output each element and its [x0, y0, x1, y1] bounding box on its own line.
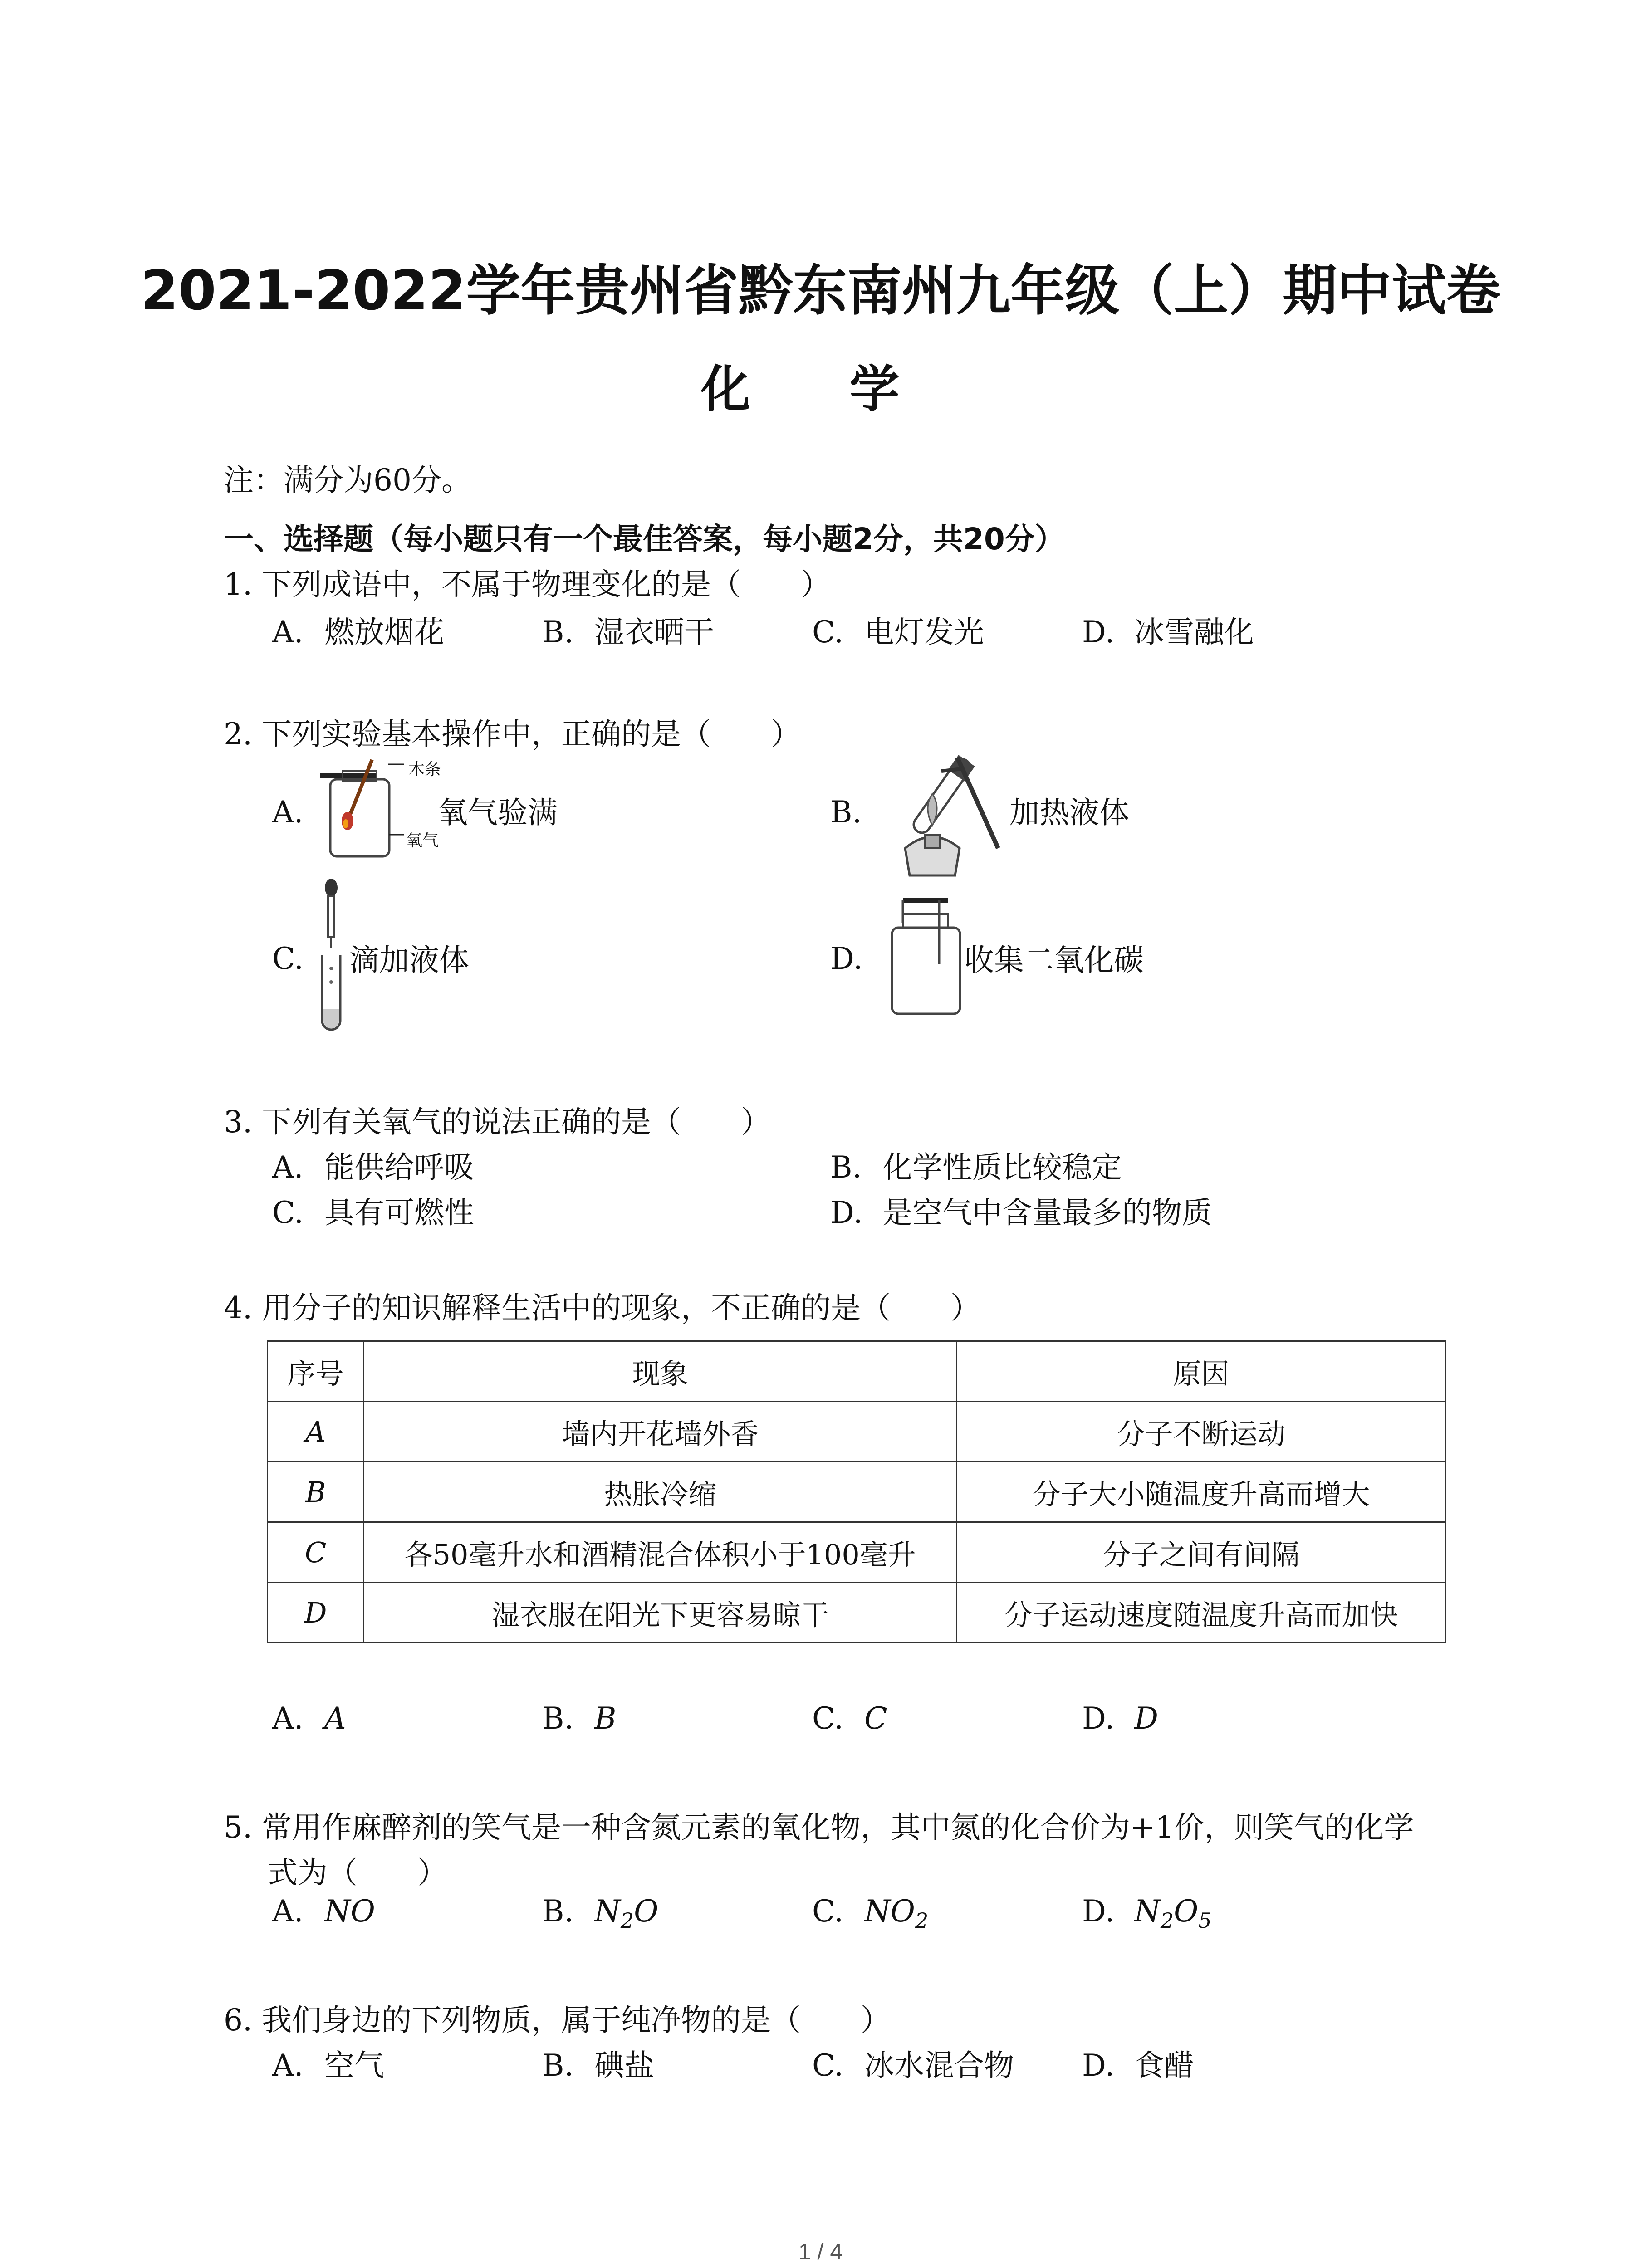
header-cell: 现象: [364, 1341, 957, 1402]
figure-label-oxygen: 氧气: [406, 831, 439, 850]
option-c: C.: [272, 941, 304, 976]
table-cell: D: [268, 1583, 364, 1643]
table-cell: 墙内开花墙外香: [364, 1402, 957, 1462]
question-stem: 1. 下列成语中，不属于物理变化的是（ ）: [224, 567, 831, 602]
section-heading: 一、选择题（每小题只有一个最佳答案，每小题2分，共20分）: [224, 522, 1065, 557]
option-a: A. NO: [272, 1894, 375, 1929]
question-stem: 2. 下列实验基本操作中，正确的是（ ）: [224, 717, 801, 752]
table-header-row: [268, 1341, 1446, 1402]
table-cell: 热胀冷缩: [364, 1462, 957, 1522]
table-cell: C: [268, 1522, 364, 1583]
table-cell: 分子大小随温度升高而增大: [957, 1462, 1446, 1522]
option-b: B. 碘盐: [542, 2048, 654, 2083]
option-d: D. D: [1082, 1701, 1158, 1736]
option-a-text: 氧气验满: [438, 795, 558, 830]
option-d-text: 收集二氧化碳: [964, 943, 1144, 978]
question-stem: 3. 下列有关氧气的说法正确的是（ ）: [224, 1105, 771, 1139]
heating-liquid-figure: [878, 744, 1009, 885]
question-stem: 5. 常用作麻醉剂的笑气是一种含氮元素的氧化物，其中氮的化合价为+1价，则笑气的化学: [224, 1810, 1414, 1845]
option-b: B. 湿衣晒干: [542, 615, 714, 650]
figure-label-wood: 木条: [408, 760, 441, 779]
option-c-text: 滴加液体: [349, 943, 469, 978]
option-b: B. B: [542, 1701, 617, 1736]
table-cell: 分子运动速度随温度升高而加快: [957, 1583, 1446, 1643]
table-cell: 各50毫升水和酒精混合体积小于100毫升: [364, 1522, 957, 1583]
table-row: [268, 1462, 1446, 1522]
option-a: A. 空气: [272, 2048, 384, 2083]
option-d: D.: [830, 941, 863, 976]
co2-collection-figure: [889, 896, 971, 1018]
page-number: 1 / 4: [798, 2239, 843, 2264]
header-cell: 序号: [268, 1341, 364, 1402]
option-b: B. 化学性质比较稳定: [830, 1150, 1122, 1185]
option-b: B. $N_2O$: [542, 1894, 659, 1933]
option-c: C. 电灯发光: [812, 615, 984, 650]
question-stem: 6. 我们身边的下列物质，属于纯净物的是（ ）: [224, 2003, 891, 2038]
option-a: A. 燃放烟花: [272, 615, 444, 650]
dropper-figure: [313, 878, 349, 1032]
option-c: C. $NO_2$: [812, 1894, 929, 1933]
option-a: A.: [272, 795, 304, 830]
table-cell: 分子不断运动: [957, 1402, 1446, 1462]
option-d: D. 食醋: [1082, 2048, 1194, 2083]
option-d: D. $N_2O_5$: [1082, 1894, 1212, 1933]
table-cell: 湿衣服在阳光下更容易晾干: [364, 1583, 957, 1643]
option-b: B.: [830, 795, 862, 830]
exam-title: 2021-2022学年贵州省黔东南州九年级（上）期中试卷: [140, 259, 1501, 323]
option-a: A. A: [272, 1701, 346, 1736]
table-row: [268, 1583, 1446, 1643]
score-note: 注：满分为60分。: [224, 463, 471, 498]
option-a: A. 能供给呼吸: [272, 1150, 474, 1185]
question-stem: 4. 用分子的知识解释生活中的现象，不正确的是（ ）: [224, 1290, 980, 1325]
table-cell: 分子之间有间隔: [957, 1522, 1446, 1583]
phenomena-table: [267, 1340, 1446, 1643]
table-cell: A: [268, 1402, 364, 1462]
option-b-text: 加热液体: [1009, 795, 1129, 830]
option-d: D. 冰雪融化: [1082, 615, 1254, 650]
table-cell: B: [268, 1462, 364, 1522]
option-d: D. 是空气中含量最多的物质: [830, 1195, 1212, 1230]
question-stem-cont: 式为（ ）: [268, 1855, 447, 1890]
option-c: C. 冰水混合物: [812, 2048, 1014, 2083]
table-row: [268, 1402, 1446, 1462]
option-c: C. 具有可燃性: [272, 1195, 474, 1230]
table-row: [268, 1522, 1446, 1583]
header-cell: 原因: [957, 1341, 1446, 1402]
option-c: C. C: [812, 1701, 887, 1736]
subject-title: 化 学: [700, 360, 941, 418]
